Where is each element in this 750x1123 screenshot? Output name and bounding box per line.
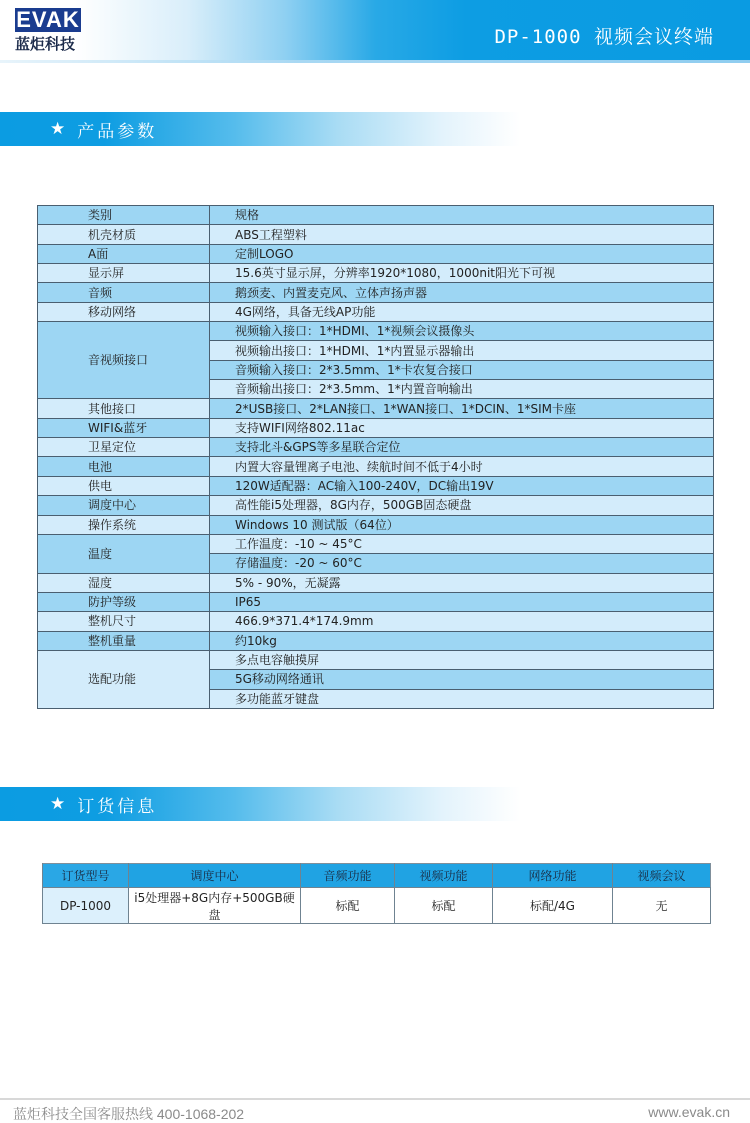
table-header-row bbox=[38, 206, 714, 225]
footer-divider bbox=[0, 1098, 750, 1100]
table-row bbox=[43, 888, 711, 924]
row-value: 视频输入接口：1*HDMI、1*视频会议摄像头 bbox=[210, 322, 714, 341]
row-category: 其他接口 bbox=[38, 399, 210, 418]
row-value: 定制LOGO bbox=[210, 244, 714, 263]
table-row bbox=[38, 283, 714, 302]
table-row bbox=[38, 534, 714, 553]
row-category: 卫星定位 bbox=[38, 438, 210, 457]
header-video-conference: 视频会议 bbox=[613, 864, 711, 888]
section-header-params bbox=[0, 112, 520, 146]
section-title: 订货信息 bbox=[77, 796, 158, 817]
header-model: 订货型号 bbox=[43, 864, 129, 888]
row-value: 多点电容触摸屏 bbox=[210, 650, 714, 669]
row-category: 音频 bbox=[38, 283, 210, 302]
table-row bbox=[38, 592, 714, 611]
logo-mark: EVAK bbox=[16, 7, 80, 32]
row-category: 电池 bbox=[38, 457, 210, 476]
row-value: 5G移动网络通讯 bbox=[210, 670, 714, 689]
row-category: 机壳材质 bbox=[38, 225, 210, 244]
row-value: 466.9*371.4*174.9mm bbox=[210, 612, 714, 631]
row-value: 鹅颈麦、内置麦克风、立体声扬声器 bbox=[210, 283, 714, 302]
order-table bbox=[42, 863, 711, 924]
row-value: 5% - 90%，无凝露 bbox=[210, 573, 714, 592]
row-value: 支持WIFI网络802.11ac bbox=[210, 418, 714, 437]
page-header bbox=[0, 0, 750, 60]
header-audio: 音频功能 bbox=[301, 864, 395, 888]
document-title: DP-1000 视频会议终端 bbox=[494, 26, 714, 48]
row-value: 4G网络，具备无线AP功能 bbox=[210, 302, 714, 321]
row-category: 防护等级 bbox=[38, 592, 210, 611]
row-value: 音频输入接口：2*3.5mm、1*卡农复合接口 bbox=[210, 360, 714, 379]
table-row bbox=[38, 573, 714, 592]
row-category: 整机尺寸 bbox=[38, 612, 210, 631]
table-row bbox=[38, 515, 714, 534]
table-row bbox=[38, 496, 714, 515]
table-row bbox=[38, 650, 714, 669]
row-value: 15.6英寸显示屏，分辨率1920*1080，1000nit阳光下可视 bbox=[210, 264, 714, 283]
table-row bbox=[38, 612, 714, 631]
header-category: 类别 bbox=[38, 206, 210, 225]
row-value: 多功能蓝牙键盘 bbox=[210, 689, 714, 708]
table-row bbox=[38, 438, 714, 457]
header-network: 网络功能 bbox=[493, 864, 613, 888]
header-video: 视频功能 bbox=[395, 864, 493, 888]
row-value: 视频输出接口：1*HDMI、1*内置显示器输出 bbox=[210, 341, 714, 360]
cell-dispatch-center: i5处理器+8G内存+500GB硬盘 bbox=[129, 888, 301, 924]
row-category: 湿度 bbox=[38, 573, 210, 592]
footer-hotline: 蓝炬科技全国客服热线 400-1068-202 bbox=[13, 1106, 245, 1122]
row-category: 音视频接口 bbox=[38, 322, 210, 399]
row-category: 移动网络 bbox=[38, 302, 210, 321]
row-category: 供电 bbox=[38, 476, 210, 495]
logo-company-name: 蓝炬科技 bbox=[15, 35, 76, 53]
table-row bbox=[38, 631, 714, 650]
row-value: 120W适配器：AC输入100-240V，DC输出19V bbox=[210, 476, 714, 495]
table-row bbox=[38, 476, 714, 495]
row-category: 整机重量 bbox=[38, 631, 210, 650]
row-category: 选配功能 bbox=[38, 650, 210, 708]
row-value: 2*USB接口、2*LAN接口、1*WAN接口、1*DCIN、1*SIM卡座 bbox=[210, 399, 714, 418]
section-title: 产品参数 bbox=[77, 121, 158, 142]
row-category: 显示屏 bbox=[38, 264, 210, 283]
cell-model: DP-1000 bbox=[43, 888, 129, 924]
row-value: 内置大容量锂离子电池、续航时间不低于4小时 bbox=[210, 457, 714, 476]
table-row bbox=[38, 302, 714, 321]
star-icon: ★ bbox=[50, 794, 66, 814]
row-value: Windows 10 测试版（64位） bbox=[210, 515, 714, 534]
evak-logo bbox=[15, 8, 85, 54]
header-dispatch-center: 调度中心 bbox=[129, 864, 301, 888]
table-row bbox=[38, 457, 714, 476]
cell-network: 标配/4G bbox=[493, 888, 613, 924]
cell-video-conference: 无 bbox=[613, 888, 711, 924]
header-spec: 规格 bbox=[210, 206, 714, 225]
cell-video: 标配 bbox=[395, 888, 493, 924]
spec-table bbox=[37, 205, 714, 709]
row-value: 支持北斗&GPS等多星联合定位 bbox=[210, 438, 714, 457]
table-row bbox=[38, 225, 714, 244]
table-row bbox=[38, 322, 714, 341]
row-category: 调度中心 bbox=[38, 496, 210, 515]
table-row bbox=[38, 399, 714, 418]
row-value: 音频输出接口：2*3.5mm、1*内置音响输出 bbox=[210, 380, 714, 399]
cell-audio: 标配 bbox=[301, 888, 395, 924]
row-category: A面 bbox=[38, 244, 210, 263]
star-icon: ★ bbox=[50, 119, 66, 139]
row-value: 约10kg bbox=[210, 631, 714, 650]
row-value: 高性能i5处理器，8G内存，500GB固态硬盘 bbox=[210, 496, 714, 515]
table-row bbox=[38, 244, 714, 263]
row-category: WIFI&蓝牙 bbox=[38, 418, 210, 437]
row-value: ABS工程塑料 bbox=[210, 225, 714, 244]
row-category: 操作系统 bbox=[38, 515, 210, 534]
row-category: 温度 bbox=[38, 534, 210, 573]
header-divider bbox=[0, 60, 750, 63]
table-row bbox=[38, 418, 714, 437]
row-value: 存储温度：-20 ~ 60°C bbox=[210, 554, 714, 573]
table-row bbox=[38, 264, 714, 283]
footer-website[interactable]: www.evak.cn bbox=[648, 1104, 730, 1120]
section-header-order bbox=[0, 787, 520, 821]
order-header-row bbox=[43, 864, 711, 888]
row-value: 工作温度：-10 ~ 45°C bbox=[210, 534, 714, 553]
row-value: IP65 bbox=[210, 592, 714, 611]
